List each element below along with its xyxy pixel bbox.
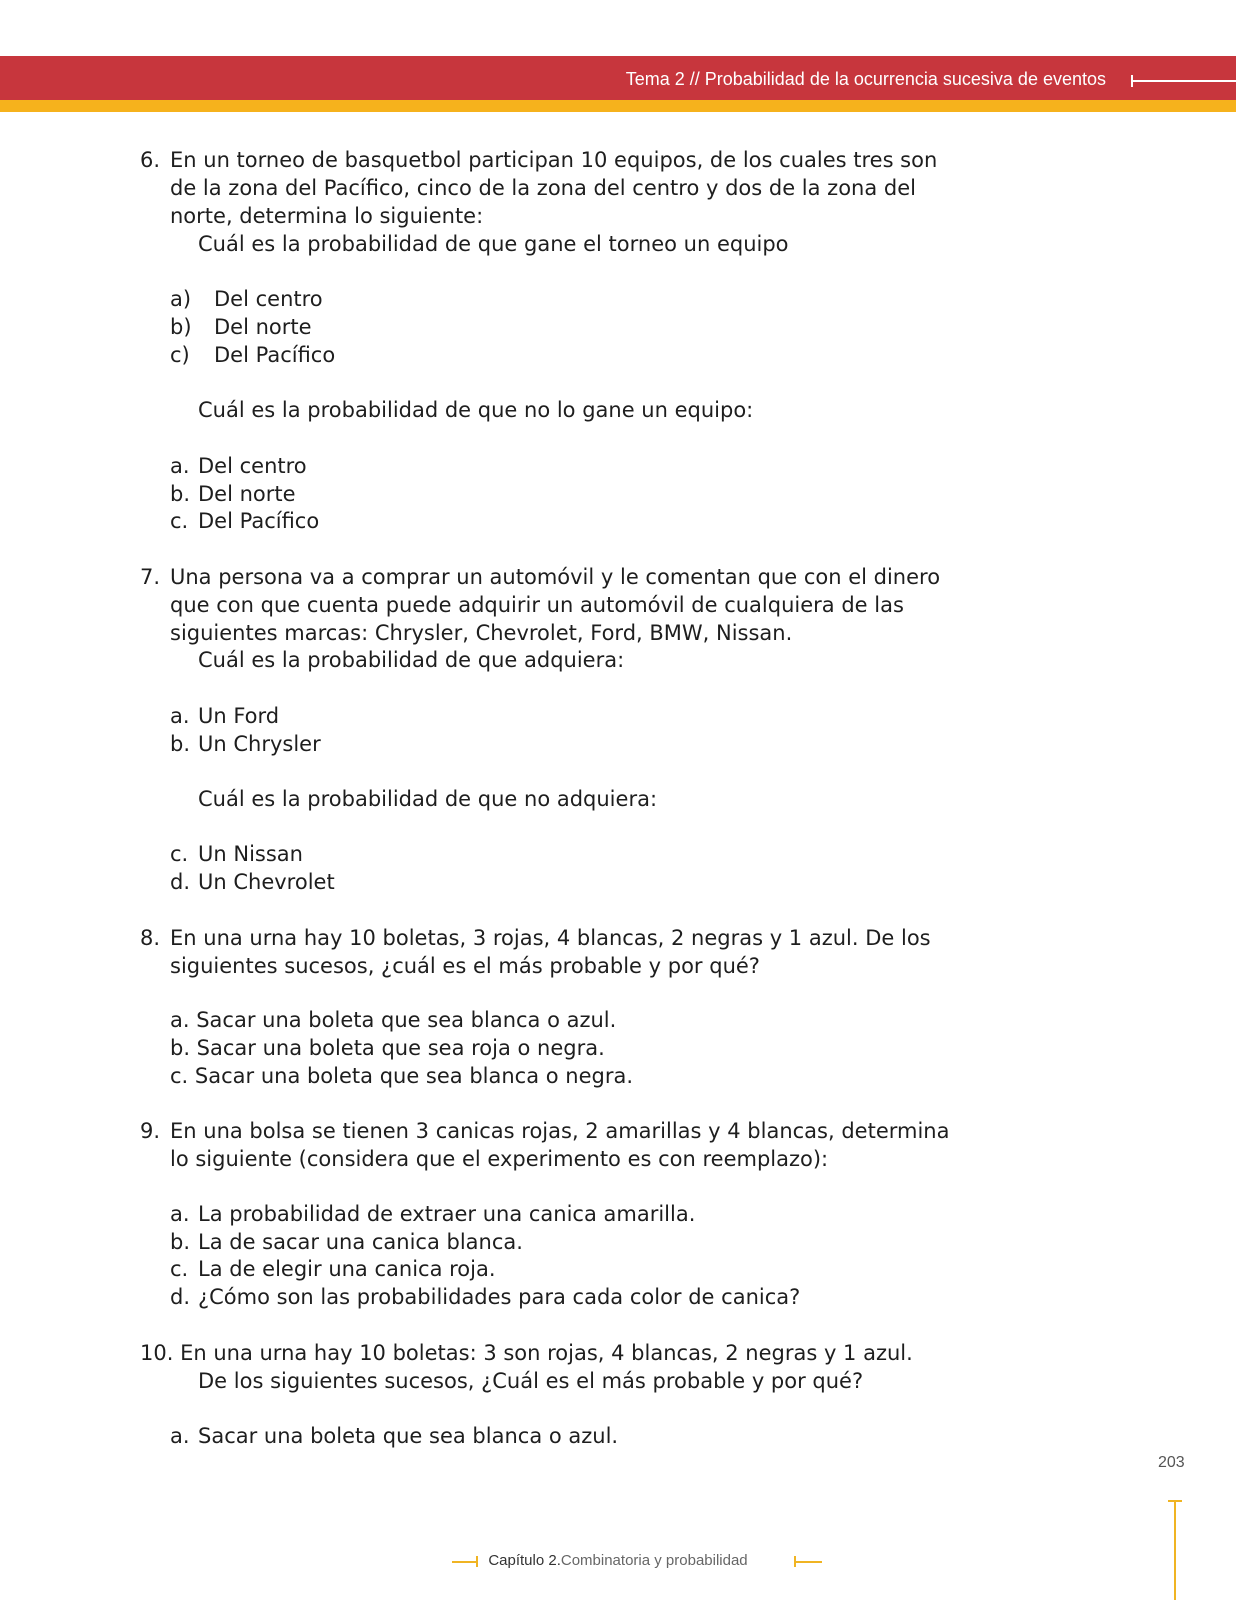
problem-9-text-line: lo siguiente (considera que el experimento es con reemplazo): <box>170 1147 829 1171</box>
option-label: d. <box>170 870 191 894</box>
problem-7-number: 7. <box>140 565 161 589</box>
problem-7-text-line: que con que cuenta puede adquirir un automóvil de cualquiera de las <box>170 593 904 617</box>
problem-7-question-1: Cuál es la probabilidad de que adquiera: <box>198 648 625 672</box>
option-text: Del norte <box>198 482 296 506</box>
option-text: La probabilidad de extraer una canica amarilla. <box>198 1202 696 1226</box>
problem-7-text-line: Una persona va a comprar un automóvil y le comentan que con el dinero <box>170 565 941 589</box>
problem-6-text-line: norte, determina lo siguiente: <box>170 204 484 228</box>
problem-6-question-2: Cuál es la probabilidad de que no lo gane un equipo: <box>198 398 754 422</box>
header-title: Tema 2 // Probabilidad de la ocurrencia sucesiva de eventos <box>625 69 1106 89</box>
problem-10-text-line: 10. En una urna hay 10 boletas: 3 son rojas, 4 blancas, 2 negras y 1 azul. <box>140 1341 913 1365</box>
footer-right-bar <box>794 1561 822 1563</box>
option-text: Del Pacífico <box>214 343 336 367</box>
problem-7-text-line: siguientes marcas: Chrysler, Chevrolet, Ford, BMW, Nissan. <box>170 621 793 645</box>
option-text: ¿Cómo son las probabilidades para cada color de canica? <box>198 1285 801 1309</box>
option-label: b. <box>170 1230 191 1254</box>
page-number: 203 <box>1158 1454 1185 1471</box>
option-label: a. <box>170 1424 190 1448</box>
problem-10-text-line: De los siguientes sucesos, ¿Cuál es el más probable y por qué? <box>198 1369 864 1393</box>
option-text: Un Ford <box>198 704 280 728</box>
option-text: Del Pacífico <box>198 509 320 533</box>
option-label: c) <box>170 343 190 367</box>
option-text: Sacar una boleta que sea blanca o azul. <box>198 1424 619 1448</box>
option-text: b. Sacar una boleta que sea roja o negra. <box>170 1036 605 1060</box>
option-text: Un Nissan <box>198 842 303 866</box>
option-text: Del centro <box>198 454 307 478</box>
option-label: b. <box>170 482 191 506</box>
problem-8-text-line: En una urna hay 10 boletas, 3 rojas, 4 blancas, 2 negras y 1 azul. De los <box>170 926 931 950</box>
option-text: c. Sacar una boleta que sea blanca o negra. <box>170 1064 634 1088</box>
problem-6-question-1: Cuál es la probabilidad de que gane el torneo un equipo <box>198 232 789 256</box>
option-label: a. <box>170 454 190 478</box>
option-label: b) <box>170 315 192 339</box>
problem-6-text-line: de la zona del Pacífico, cinco de la zona del centro y dos de la zona del <box>170 176 916 200</box>
option-text: Un Chevrolet <box>198 870 335 894</box>
footer-chapter: Capítulo 2. <box>488 1552 561 1569</box>
option-label: c. <box>170 1257 189 1281</box>
option-text: La de sacar una canica blanca. <box>198 1230 523 1254</box>
footer-topic: Combinatoria y probabilidad <box>560 1552 748 1569</box>
option-label: a. <box>170 704 190 728</box>
option-text: Del norte <box>214 315 312 339</box>
option-label: a) <box>170 287 192 311</box>
option-text: Un Chrysler <box>198 732 321 756</box>
option-text: a. Sacar una boleta que sea blanca o azul. <box>170 1008 617 1032</box>
footer <box>0 1552 1236 1569</box>
option-text: Del centro <box>214 287 323 311</box>
problem-8-text-line: siguientes sucesos, ¿cuál es el más probable y por qué? <box>170 954 760 978</box>
option-label: c. <box>170 842 189 866</box>
option-label: b. <box>170 732 191 756</box>
option-label: a. <box>170 1202 190 1226</box>
problem-6-number: 6. <box>140 148 161 172</box>
problem-7-question-2: Cuál es la probabilidad de que no adquiera: <box>198 787 658 811</box>
problem-6-text-line: En un torneo de basquetbol participan 10 equipos, de los cuales tres son <box>170 148 938 172</box>
option-label: d. <box>170 1285 191 1309</box>
option-label: c. <box>170 509 189 533</box>
problem-9-number: 9. <box>140 1119 161 1143</box>
option-text: La de elegir una canica roja. <box>198 1257 496 1281</box>
problem-8-number: 8. <box>140 926 161 950</box>
problem-9-text-line: En una bolsa se tienen 3 canicas rojas, 2 amarillas y 4 blancas, determina <box>170 1119 950 1143</box>
side-rule <box>1174 1502 1176 1600</box>
